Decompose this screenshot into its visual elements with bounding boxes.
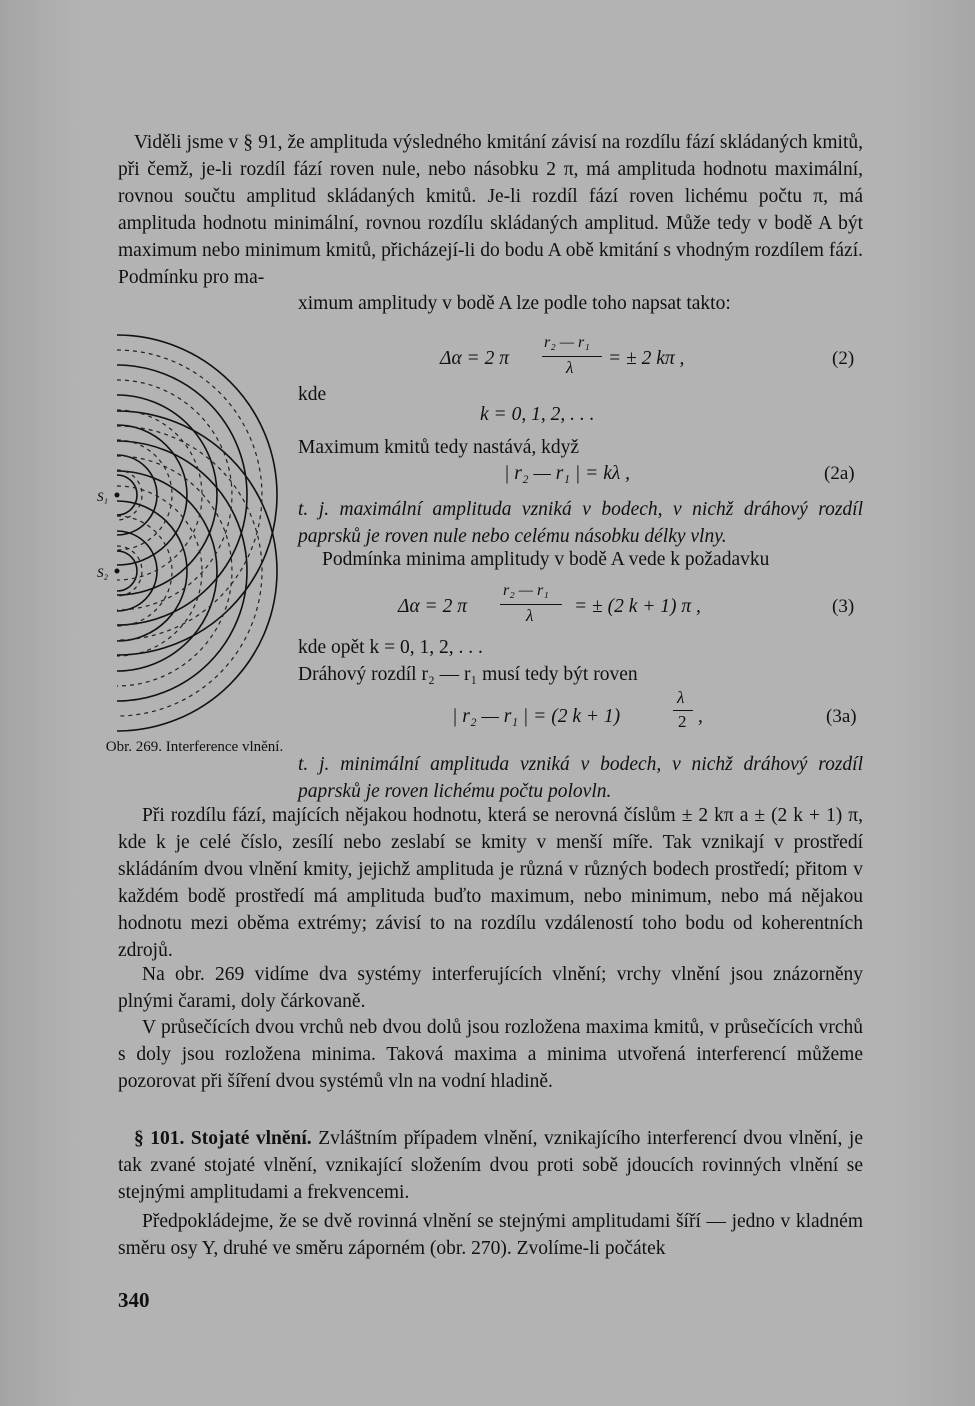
section-body: Zvláštním případem vlnění, vznikajícího interferencí dvou vlnění, je tak zvané stojaté vlnění, vznikající složením dvou proti sobě jdoucích rovinných vlnění se stejnými amplitudami a frekvencemi. (118, 1128, 863, 1203)
eq3a-number: (3a) (826, 706, 857, 727)
source-s1-label: S₁ (97, 489, 109, 504)
eq3-number: (3) (832, 596, 855, 617)
source-s2-dot (115, 569, 120, 574)
paragraph-intro-cont: ximum amplitudy v bodě A lze podle toho napsat takto: (298, 293, 731, 314)
drahovy-text: Dráhový rozdíl r₂ — r₁ musí tedy být roven (298, 664, 638, 685)
section-heading: § 101. Stojaté vlnění. (134, 1128, 312, 1149)
kde-label-1: kde (298, 384, 327, 405)
eq2-rhs: = ± 2 kπ , (608, 348, 685, 369)
paragraph-intersections: V průsečících dvou vrchů neb dvou dolů jsou rozložena maxima kmitů, v průsečících vrchů s doly jsou rozložena minima. Taková maxima a minima utvořená interferencí můžeme pozorovat při šíření dvou systémů vln na vodní hladině. (118, 1017, 863, 1092)
eq2-lhs: Δα = 2 π (440, 348, 509, 369)
eq3a-rhs: , (698, 706, 703, 727)
eq3a-denominator: 2 (678, 712, 687, 731)
paragraph-phase-difference: Při rozdílu fází, majících nějakou hodnotu, která se nerovná číslům ± 2 kπ a ± (2 k + 1) π, kde k je celé číslo, zesílí nebo zeslabí se kmity v menší míře. Tak vznikají v prostředí skládáním dvou vlnění kmity, jejichž amplituda je různá v různých bodech prostředí; přitom v každém bodě prostředí má amplituda buďto maximum, nebo minimum, nebo má nějakou hodnotu mezi oběma extrémy; závisí to na rozdílu vzdáleností toho bodu od koherentních zdrojů. (118, 805, 863, 961)
source-s2-label: S₂ (97, 565, 109, 580)
figure-caption: Obr. 269. Interference vlnění. (105, 739, 284, 755)
eq3a-fraction-bar (673, 710, 693, 711)
eq2a-number: (2a) (824, 463, 855, 484)
kde-label-2: kde opět k = 0, 1, 2, . . . (298, 637, 483, 658)
paragraph-maximum-statement: t. j. maximální amplituda vzniká v bodech, v nichž dráhový rozdíl paprsků je roven nule nebo celému násobku délky vlny. (298, 499, 863, 547)
eq3-denominator: λ (526, 606, 534, 625)
paragraph-standing-waves (118, 1125, 863, 1206)
maximum-text: Maximum kmitů tedy nastává, když (298, 437, 580, 458)
paragraph-intro: Viděli jsme v § 91, že amplituda výsledného kmitání závisí na rozdílu fází skládaných kmitů, při čemž, je-li rozdíl fází roven nule, nebo násobku 2 π, má amplituda hodnotu maximální, rovnou součtu amplitud skládaných kmitů. Je-li rozdíl fází roven lichému počtu π, má amplituda hodnotu minimální, rovnou rozdílu skládaných amplitud. Může tedy v bodě A být maximum nebo minimum kmitů, přicházejí-li do bodu A obě kmitání s vhodným rozdílem fází. Podmínku pro ma- (118, 132, 863, 288)
paragraph-figure-reference: Na obr. 269 vidíme dva systémy interferujících vlnění; vrchy vlnění jsou znázorněny plnými čarami, doly čárkovaně. (118, 964, 863, 1012)
paragraph-minimum-statement: t. j. minimální amplituda vzniká v bodech, v nichž dráhový rozdíl paprsků je roven lichému počtu polovln. (298, 754, 863, 802)
equation-2a: | r₂ — r₁ | = kλ , (504, 463, 631, 484)
eq3a-lhs: | r₂ — r₁ | = (2 k + 1) (452, 706, 621, 727)
crest-s1-1 (117, 475, 137, 515)
page-number: 340 (118, 1288, 150, 1312)
paragraph-minimum-condition: Podmínka minima amplitudy v bodě A vede k požadavku (322, 549, 770, 570)
source-s1-dot (115, 493, 120, 498)
eq2-number: (2) (832, 348, 855, 369)
eq3-fraction-bar (500, 604, 562, 605)
eq2-denominator: λ (566, 358, 574, 377)
eq3-lhs: Δα = 2 π (398, 596, 467, 617)
eq2-fraction-bar (542, 356, 602, 357)
k-values: k = 0, 1, 2, . . . (480, 404, 595, 425)
paragraph-assumption: Předpokládejme, že se dvě rovinná vlnění se stejnými amplitudami šíří — jedno v kladném směru osy Y, druhé ve směru záporném (obr. 270). Zvolíme-li počátek (118, 1211, 863, 1259)
eq3-numerator: r₂ — r₁ (503, 582, 549, 599)
interference-figure (95, 318, 285, 748)
equation-2 (440, 348, 509, 370)
eq2-numerator: r₂ — r₁ (544, 334, 590, 351)
eq3a-numerator: λ (677, 688, 685, 707)
eq3-rhs: = ± (2 k + 1) π , (574, 596, 701, 617)
